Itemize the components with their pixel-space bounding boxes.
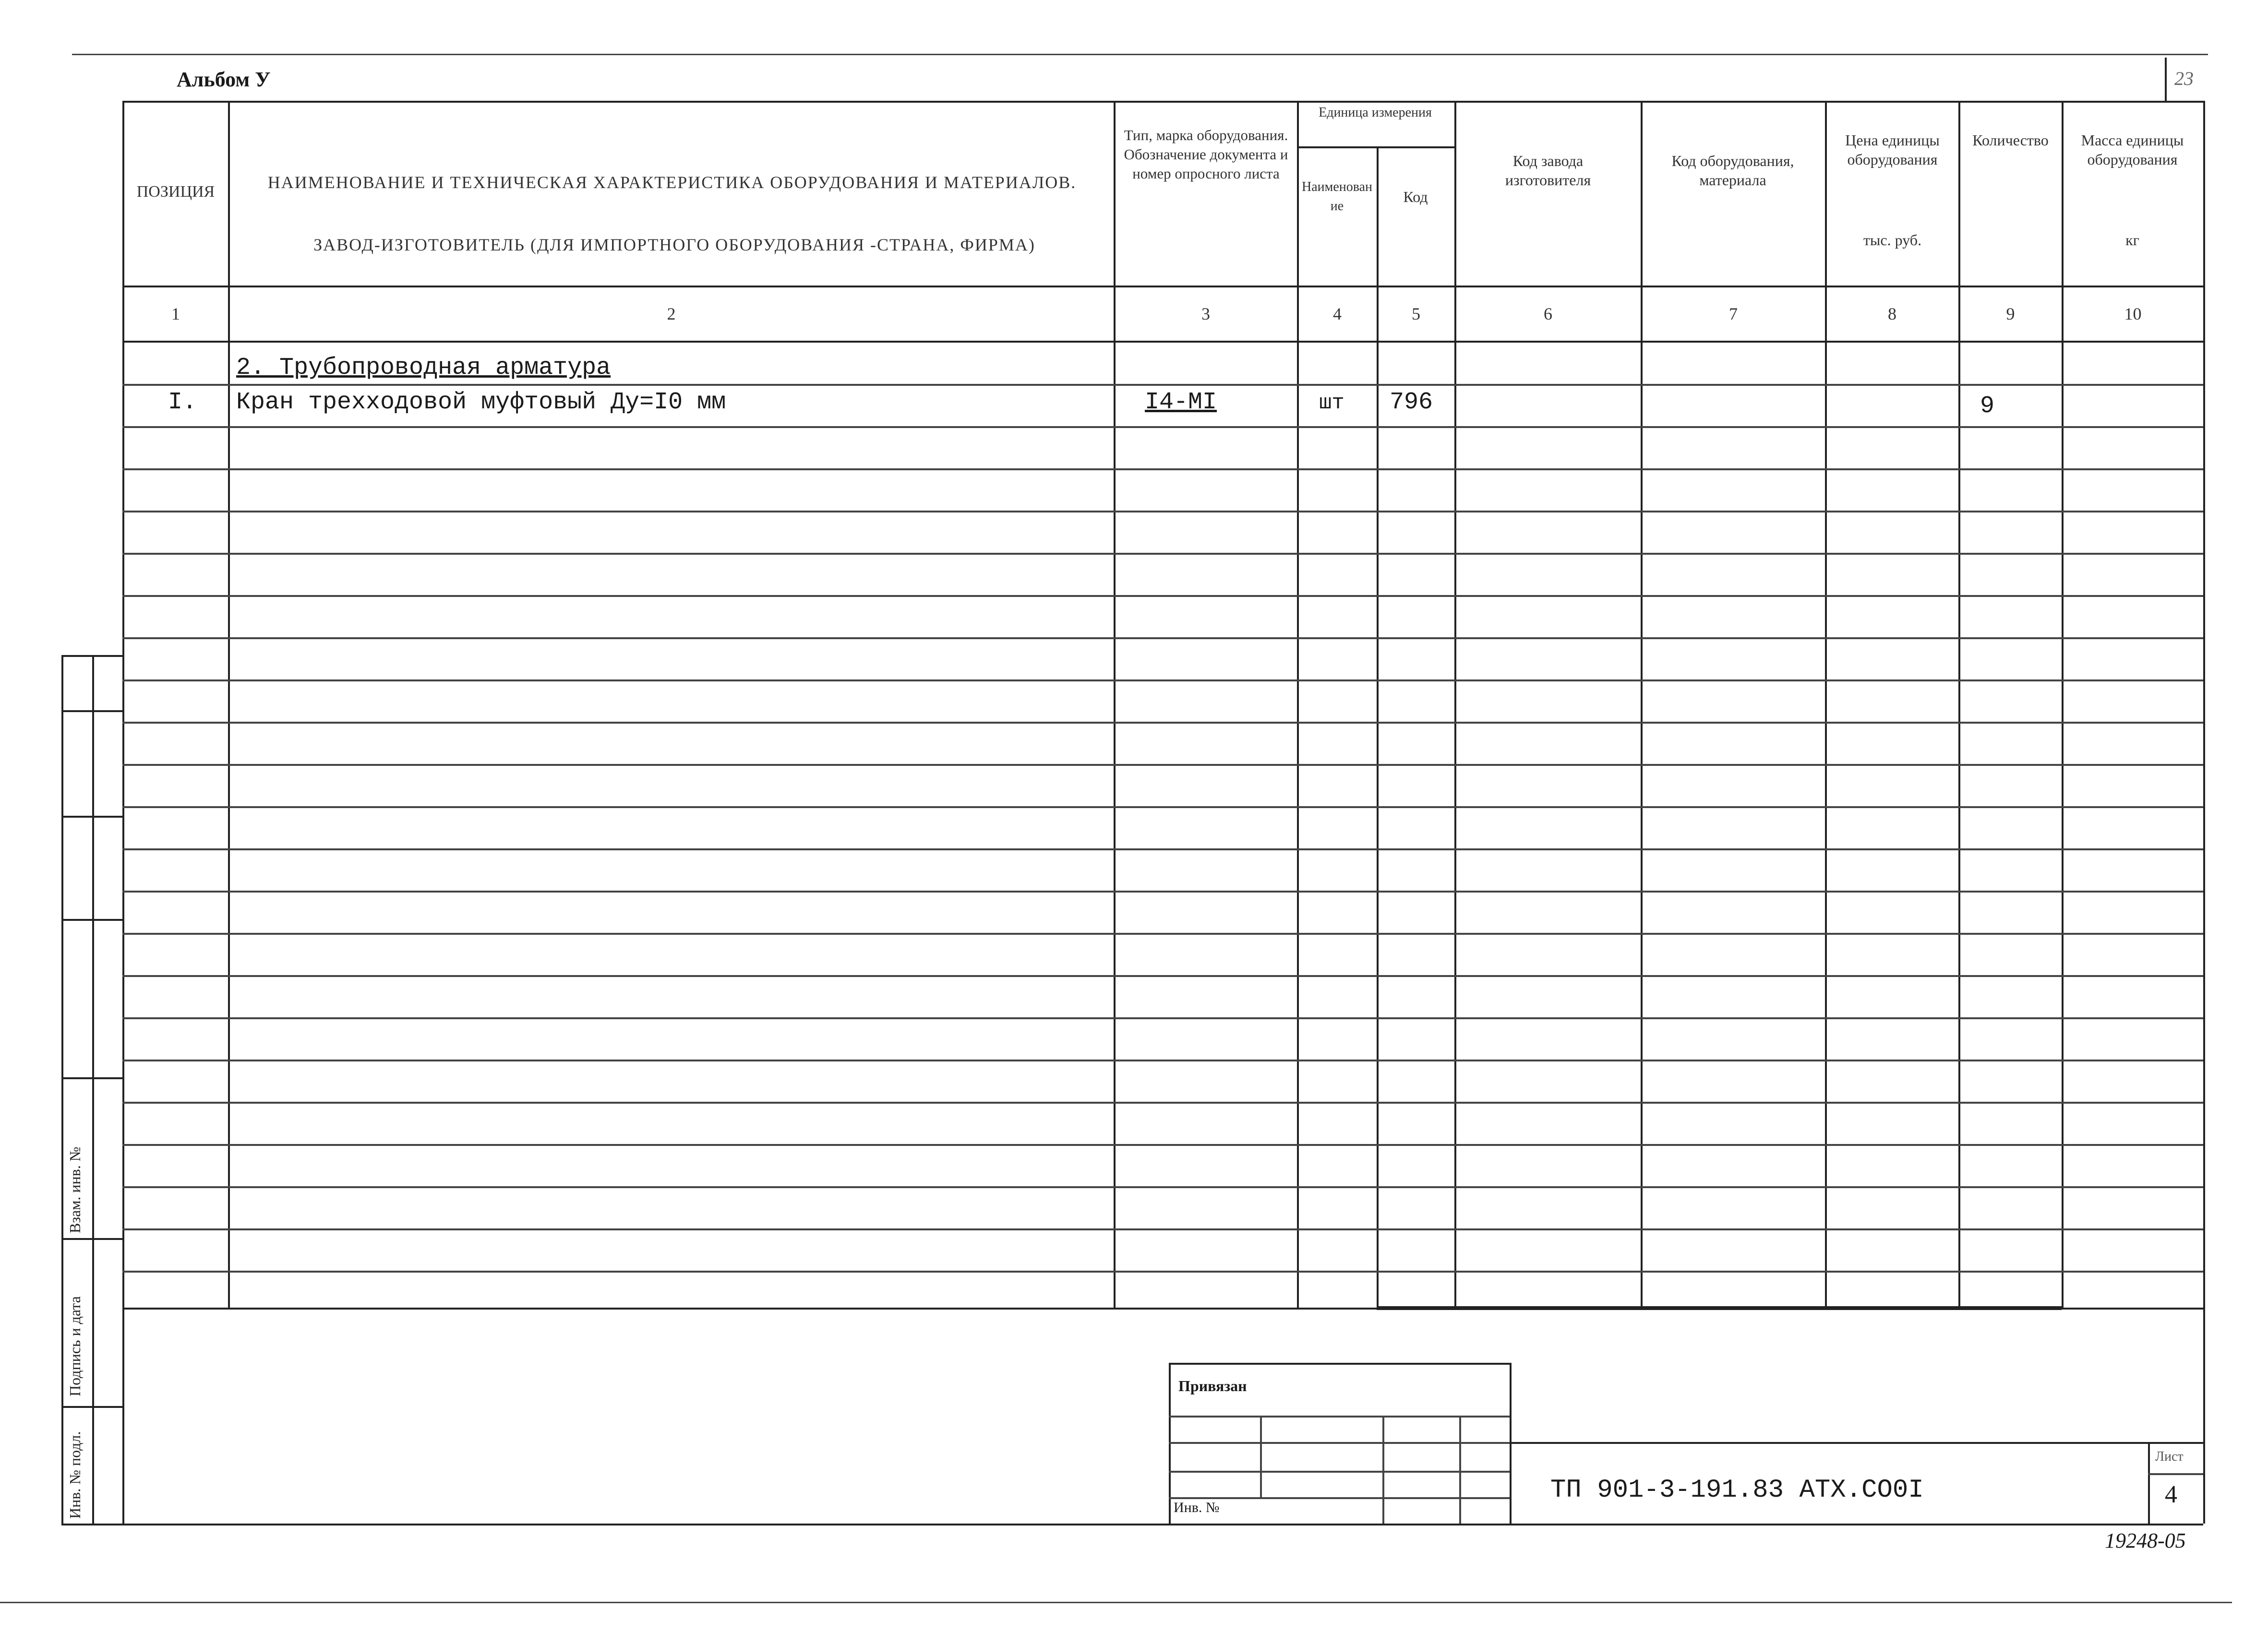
stamp-top [1169, 1363, 1510, 1365]
header-position: ПОЗИЦИЯ [136, 183, 215, 201]
stamp-col-1 [1260, 1416, 1262, 1497]
table-row-line [122, 848, 2203, 850]
table-row-line [122, 468, 2203, 470]
colnum-5: 5 [1412, 304, 1420, 323]
document-code: ТП 901-3-191.83 АТХ.СО0I [1550, 1476, 1924, 1505]
top-edge-line [72, 54, 2208, 55]
table-row-line [122, 1017, 2203, 1019]
side-strip-div6 [61, 1406, 122, 1408]
stamp-row-3 [1169, 1471, 1510, 1473]
stamp-col-2 [1382, 1416, 1384, 1524]
stamp-attached-label: Привязан [1178, 1377, 1247, 1394]
sheet-box-divider [2148, 1473, 2203, 1475]
colnum-bottom-border [122, 341, 2203, 343]
header-name-line1: НАИМЕНОВАНИЕ И ТЕХНИЧЕСКАЯ ХАРАКТЕРИСТИКА ОБОРУДОВАНИЯ И МАТЕРИАЛОВ. [267, 173, 1077, 192]
table-row-line [122, 1228, 2203, 1230]
frame-bottom [122, 1524, 2203, 1525]
colnum-8: 8 [1888, 304, 1896, 323]
table-row-line [122, 511, 2203, 512]
header-factory-code: Код завода изготовителя [1505, 152, 1591, 189]
table-row-line [122, 933, 2203, 935]
row-1-unit: шт [1319, 391, 1344, 415]
row-1-name: Кран трехходовой муфтовый Ду=I0 мм [236, 389, 726, 416]
stamp-col-3 [1459, 1416, 1461, 1524]
stamp-row-2 [1169, 1442, 1510, 1444]
colnum-6: 6 [1544, 304, 1552, 323]
table-row-line [122, 1102, 2203, 1104]
row-1-unit-code: 796 [1390, 389, 1433, 416]
table-row-line [122, 553, 2203, 555]
unit-group-divider [1297, 146, 1454, 148]
table-row-line [122, 1144, 2203, 1146]
table-row-line [122, 1271, 2203, 1273]
col-line-3 [1114, 101, 1116, 1308]
colnum-3: 3 [1201, 304, 1210, 323]
table-row-line [122, 764, 2203, 766]
stamp-inv-label: Инв. № [1174, 1500, 1220, 1515]
side-strip-div3 [61, 919, 122, 921]
table-row-line [122, 975, 2203, 977]
colnum-7: 7 [1729, 304, 1738, 323]
side-label-inv-orig: Инв. № подл. [66, 1431, 84, 1519]
col-line-7 [1641, 101, 1643, 1308]
col-line-10 [2062, 101, 2064, 1308]
col-line-right [2203, 101, 2205, 1308]
header-equipment-code: Код оборудования, материала [1671, 152, 1794, 189]
side-strip-bottom [61, 1524, 122, 1525]
side-strip-div1 [61, 710, 122, 712]
sheet-box-left [2148, 1442, 2150, 1524]
table-row-line [122, 637, 2203, 639]
colnum-9: 9 [2006, 304, 2015, 323]
colnum-2: 2 [667, 304, 676, 323]
header-mass: Масса единицы оборудования [2081, 131, 2184, 168]
table-row-line [122, 891, 2203, 893]
col-line-4 [1297, 101, 1299, 1308]
corner-frame [2165, 58, 2167, 101]
col-line-9 [1958, 101, 1960, 1308]
archive-number: 19248-05 [2105, 1529, 2186, 1552]
table-row-line [122, 679, 2203, 681]
header-name-line2: ЗАВОД-ИЗГОТОВИТЕЛЬ (ДЛЯ ИМПОРТНОГО ОБОРУДОВАНИЯ -СТРАНА, ФИРМА) [313, 235, 1035, 254]
row-1-type: I4-МI [1145, 389, 1217, 416]
col-line-6 [1454, 101, 1456, 1308]
header-mass-unit: кг [2125, 231, 2139, 249]
table-row-line [122, 1060, 2203, 1061]
col-line-8 [1825, 101, 1827, 1308]
table-row-line [122, 384, 2203, 386]
row-1-position: I. [168, 389, 197, 416]
colnum-4: 4 [1333, 304, 1342, 323]
bottom-edge-line [0, 1602, 2232, 1603]
header-unit-name: Наименование [1301, 179, 1373, 214]
side-label-signature-date: Подпись и дата [66, 1296, 84, 1396]
sheet-number: 4 [2165, 1481, 2177, 1508]
table-row-line [122, 722, 2203, 724]
stamp-row-4 [1169, 1497, 1510, 1499]
header-price-unit: тыс. руб. [1863, 231, 1922, 249]
header-bottom-border [122, 286, 2203, 287]
side-strip-div5 [61, 1238, 122, 1240]
title-block-top [1510, 1442, 2203, 1444]
colnum-1: 1 [171, 304, 180, 323]
section-title: 2. Трубопроводная арматура [236, 354, 611, 381]
side-strip-outer [61, 655, 63, 1524]
header-quantity: Количество [1972, 131, 2049, 149]
frame-right-lower [2203, 1308, 2205, 1524]
page-corner-number: 23 [2174, 68, 2194, 89]
side-strip-inner [92, 655, 94, 1524]
table-bottom-thin [122, 1308, 2203, 1310]
col-line-2 [228, 101, 230, 1308]
table-row-line [122, 806, 2203, 808]
table-row-line [122, 426, 2203, 428]
colnum-10: 10 [2124, 304, 2142, 323]
header-type: Тип, марка оборудования. Обозначение документа и номер опросного листа [1124, 127, 1288, 182]
sheet-label: Лист [2155, 1449, 2184, 1464]
side-strip-div4 [61, 1077, 122, 1079]
header-unit-group: Единица измерения [1319, 105, 1432, 120]
row-1-quantity: 9 [1980, 393, 1995, 420]
header-unit-code: Код [1403, 188, 1428, 205]
side-strip-top [61, 655, 122, 657]
table-row-line [122, 1186, 2203, 1188]
stamp-row-1 [1169, 1416, 1510, 1418]
side-label-vzam-inv: Взам. инв. № [66, 1146, 84, 1233]
table-top-border [122, 101, 2203, 103]
header-price: Цена единицы оборудования [1845, 131, 1940, 168]
album-label: Альбом У [177, 68, 271, 91]
side-strip-div2 [61, 816, 122, 818]
table-row-line [122, 595, 2203, 597]
